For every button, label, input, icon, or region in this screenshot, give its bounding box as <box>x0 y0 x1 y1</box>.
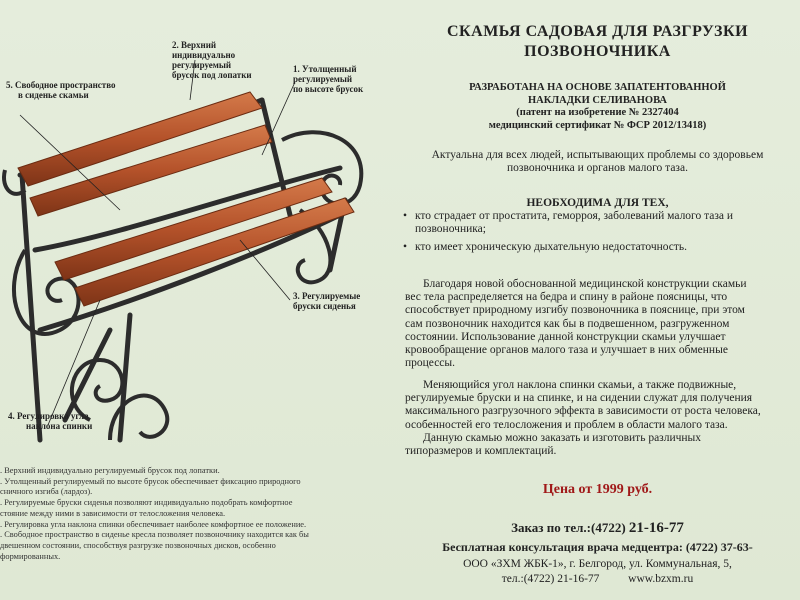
consultation-line: Бесплатная консультация врача медцентра: (4722) 37-63- <box>442 540 753 554</box>
note-line: формированных. <box>0 551 61 561</box>
note-line: сничного изгиба (лардоз). <box>0 487 93 497</box>
order-phone-line: Заказ по тел.:(4722) 21-16-77 <box>511 520 684 536</box>
note-line: . Свободное пространство в сиденье кресла позволяет позвоночнику находится как бы <box>0 530 309 540</box>
note-line: стояние между ними в зависимости от телосложения человека. <box>0 508 226 518</box>
note-line: . Регулируемые бруски сиденья позволяют индивидуально подобрать комфортное <box>0 498 293 508</box>
callout-1: 1. Утолщенный регулируемый по высоте брусок <box>293 64 364 94</box>
bench-illustration-panel <box>0 0 395 600</box>
intro-text: Актуальна для всех людей, испытывающих проблемы со здоровьем позвоночника и органов малого таза. <box>431 149 764 175</box>
need-heading: НЕОБХОДИМА ДЛЯ ТЕХ, <box>526 197 669 209</box>
note-line: . Верхний индивидуально регулируемый брусок под лопатки. <box>0 466 220 475</box>
callout-4: 4. Регулировка угла наклона спинки <box>8 411 93 431</box>
company-address: ООО «ЗХМ ЖБК-1», г. Белгород, ул. Коммунальная, 5, <box>463 558 732 570</box>
list-item: • кто имеет хроническую дыхательную недостаточность. <box>401 241 800 254</box>
callout-2: 2. Верхний индивидуально регулируемый брусок под лопатки <box>172 40 252 80</box>
patent-subtitle: РАЗРАБОТАНА НА ОСНОВЕ ЗАПАТЕНТОВАННОЙ НАКЛАДКИ СЕЛИВАНОВА (патент на изобретение № 2327404 медицинский сертификат № ФСР 2012/13418) <box>469 82 726 131</box>
text-panel <box>395 0 800 600</box>
feature-notes <box>0 466 392 562</box>
company-contacts: тел.:(4722) 21-16-77 www.bzxm.ru <box>501 573 694 585</box>
body-paragraph-2: Меняющийся угол наклона спинки скамьи, а также подвижные, регулируемые бруски и на спинке, и на сидении служат для получения максимального разгрузочного эффекта в зависимости от роста человека, особенностей его телосложения и проблем в области малого таза. Данную скамью можно заказать и изготовить различных типоразмеров и комплектаций. <box>405 379 761 458</box>
list-item: • кто страдает от простатита, геморроя, заболеваний малого таза и позвоночника; <box>401 210 800 236</box>
note-line: двешенном состоянии, способствуя разгрузке позвоночных дисков, особенно <box>0 540 276 550</box>
seat-boards <box>55 178 354 306</box>
note-line: . Регулировка угла наклона спинки обеспечивает наиболее комфортное ее положение. <box>0 519 307 529</box>
body-paragraph-1: Благодаря новой обоснованной медицинской конструкции скамьи вес тела распределяется на бедра и спину в районе поясницы, что способствует природному изгибу позвоночника в пояснице, при этом сам позвоночник находится как бы в подвешенном, разгруженном состоянии. Использование данной конструкции скамьи улучшает кровообращение органов малого таза и улучшает в них обменные процессы. <box>405 278 747 370</box>
callout-3: 3. Регулируемые бруски сиденья <box>293 291 361 311</box>
note-line: . Утолщенный регулируемый по высоте брусок обеспечивает фиксацию природного <box>0 476 301 486</box>
callout-5: 5. Свободное пространство в сиденье скамьи <box>6 80 116 100</box>
condition-list <box>401 210 800 260</box>
page-title: СКАМЬЯ САДОВАЯ ДЛЯ РАЗГРУЗКИ ПОЗВОНОЧНИКА <box>446 23 749 60</box>
price: Цена от 1999 руб. <box>542 482 653 497</box>
